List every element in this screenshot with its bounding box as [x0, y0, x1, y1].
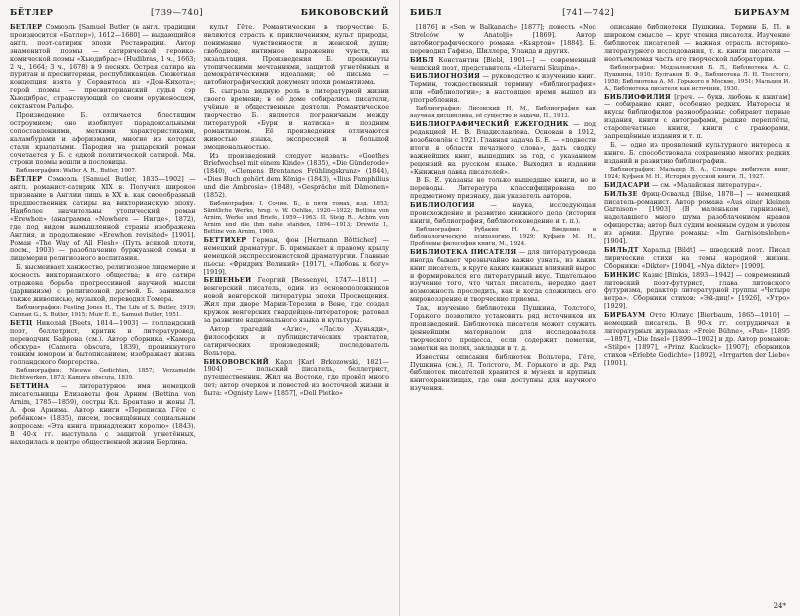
dictionary-entry [204, 277, 390, 324]
dictionary-entry [410, 249, 596, 304]
entry-headword: БИБЛИОГНОЗИЯ [410, 72, 481, 81]
entry-text: Сэмюэль [Samuel Butler (в англ. традиции произносится «Батлер»), 1612—1680] — выдающийся англ. поэт-сатирик эпохи Реставрации. Автор знаменитой поэмы — сатирической героико-комической поэмы «Хьюдибрас» (Hudibras, 1 ч., 1663; 2 ч., 1664; 3 ч., 1678) в 9 песнях. Острая сатира на пуритан и пресвитериан, республиканцев. Сюжетная концепция взята у Сервантеса из «Дон-Кихота»; герой поэмы — пресвитерианский судья сэр Хьюдибрас, странствующий со своим оруженосцем, сектантом Ральфо. [10, 24, 196, 111]
dictionary-entry [10, 176, 196, 263]
column-2 [604, 24, 790, 614]
entry-headword: БИБЛИОЛОГИЯ [410, 201, 475, 210]
entry-headword: БЁТЛЕР [10, 175, 43, 184]
dictionary-entry [604, 182, 790, 190]
body-paragraph: Известны описания библиотек Вольтера, Гёте, Пушкина (см.), Л. Толстого, М. Горького и др. Ряд библиотек писателей хранится в музеях и крупных книгохранилищах, где они доступны для научного изучения. [410, 352, 596, 393]
right-page [400, 0, 800, 616]
page-header [10, 8, 389, 20]
dictionary-entry [604, 272, 790, 312]
entry-headword: БЕТТИХЕР [203, 235, 247, 244]
dictionary-entry [204, 237, 390, 277]
entry-headword: БИБЛИОГРАФИЧЕСКИЙ ЕЖЕГОДНИК [410, 120, 569, 129]
dictionary-entry [10, 320, 196, 367]
body-paragraph: Б. — одно из проявлений культурного интереса к книге. Б. способствовала сохранению многих редких изданий и развитию библиографии. [604, 140, 790, 165]
header-left-word: БЁТЛЕР [10, 8, 54, 18]
dictionary-entry [604, 312, 790, 367]
body-paragraph: Так, изучение библиотеки Пушкина, Толстого, Горького позволило установить ряд источников их произведений. Библиотека писателя может служить ценнейшим материалом для исследователя творческого процесса, если содержит пометки, заметки на полях, закладки и т. д. [410, 304, 596, 352]
body-paragraph: Б. высмеивает ханжество, религиозное лицемерие и косность викторианского общества; в его сатире отражена борьба прогрессивной научной мысли (дарвинизм) с религиозной догмой. Б. занимался также живописью, музыкой, переводил Гомера. [10, 263, 196, 303]
entry-headword: БИЛЬЗЕ [604, 189, 638, 198]
header-right-word: БИРБАУМ [734, 8, 790, 18]
dictionary-entry [410, 57, 596, 73]
body-paragraph: культ Гёте. Романтические в творчестве Б. являются страсть к приключениям, культ природы, понимание чувственности и женской души; свободное, интимное выражение чувств, их экзальтация. Произведения Б. проникнуты утопическими мечтаниями, защитой угнетённых и демократическими идеалами; её письма — автобиографический документ эпохи романтизма. [203, 24, 389, 87]
dictionary-entry [604, 191, 790, 246]
entry-text: Фриц-Освальд [Bilse, 1878—] — немецкий писатель-романист. Автор романа «Aus einer kleinen Garnison» [1903] (В маленьком гарнизоне), наделавшего много шума разоблачением нравов офицерства; автор был судим военным судом и уволен из армии. Другие романы: «Im Garnisonsleben» [1904]. [604, 189, 790, 246]
bibliography-note: Библиография: Nieuwe Gedichten, 1857; Verzamelde Dichtwerken, 1873; Kamera obscura, 1839. [10, 368, 196, 382]
entry-text: — см. «Малайская литература». [649, 180, 762, 189]
dictionary-entry [10, 383, 196, 446]
bibliography-note: Библиография: Мальцер В. А., Словарь любителя книг, 1924; Куфаев М. Н., История русской книги, Л., 1927. [604, 166, 790, 180]
body-paragraph: Из произведений следует назвать: «Goethes Briefwechsel mit einem Kinde» (1835), «Die Günderode» (1840), «Clemens Brentanos Frühlingskranz» (1844), «Dies Buch gehört dem König» (1843), «Ilius Pamphilius und die Ambrosia» (1848), «Gespräche mit Dämonen» (1852). [203, 151, 389, 200]
page-header [410, 8, 790, 20]
entry-text: Константин [Biebl, 1901—] — современный чешский поэт, представитель «Literarni Skupina». [410, 55, 596, 72]
entry-headword: БЁТЛЕР [10, 24, 43, 31]
entry-headword: БЕТТИНА [10, 382, 50, 391]
entry-text: Николай [Beets, 1814—1903] — голландский поэт, беллетрист, критик и литературовед, переводчик Байрона (см.). Автор сборника «Камера обскура» (Camera obscura, 1839), проникнутого тонким юмором и бытописанием; изображает жизнь голландского бюргерства. [10, 318, 196, 367]
entry-text: Герман, фон [Hermann Bötticher] — немецкий драматург. Б. примыкает к правому крылу немецкой экспрессионистской драматургии. Главные пьесы: «Фридрих Великий» [1917], «Любовь к богу» [1919]. [203, 235, 389, 276]
entry-headword: БЕТЦ [10, 318, 33, 327]
bibliography-note: Библиография: Festing Jones H., The Life of S. Butler, 1919; Cannan G., S. Butler, 1915; Muir E. E., Samuel Butler, 1951. [10, 304, 196, 318]
entry-text: — литературное имя немецкой писательницы Елизаветы фон Арним (Bettina von Arnim, 1785—1859), сестры Кл. Брентано и жены Л. А. фон Арнима. Автор книги «Переписка Гёте с ребёнком» (1835), писем, посвящённых социальным вопросам: «Эта книга принадлежит королю» (1843). В 40-х гг. выступала с защитой угнетённых, находилась в центре общественной жизни Берлина. [10, 382, 196, 446]
entry-text: — руководство к изучению книг. Термин, тождественный термину «библиография» или «библиологии»; в настоящее время вышел из употребления. [410, 72, 596, 105]
entry-text: Карл [Karl Brkozowski, 1821—1904] — польский писатель, беллетрист, путешественник. Жил на Востоке, где провёл много лет; автор очерков и повестей из восточной жизни и быта: «Ognisty Lew» [1857], «Dell Pietko» [203, 357, 389, 398]
dictionary-entry [410, 73, 596, 105]
entry-text: Казис [Binkis, 1893—1942] — современный литовский поэт-футурист, глава литовского футуризма, редактор литературной группы «Четыре ветра». Сборники стихов: «Эй-диц!» [1926], «Утро» [1929]. [604, 270, 790, 311]
entry-headword: БИНКИС [604, 270, 641, 279]
entry-text: Георгий [Bessenyei, 1747—1811] — венгерский писатель, один из основоположников новой венгерской литературы эпохи Просвещения. Жил при дворе Марии-Терезии в Вене, где создал кружок венгерских гвардейцев-литераторов; ратовал за развитие национального языка и культуры. [203, 276, 389, 324]
dictionary-entry [604, 94, 790, 141]
entry-text: Отто Юлиус [Bierbaum, 1865—1910] — немецкий писатель. В 90-х гг. сотрудничал в литературных журналах: «Freie Bühne», «Pan» [1895—1897], «Die Insel» [1899—1902] и др. Автор романов: «Stilpe» [1897], «Prinz Kuckuck» [1907]; сборников стихов «Erlebte Gedichte» [1892], «Irrgarten der Liebe» [1901]. [604, 311, 790, 367]
header-right-word: БИКОВОВСКИЙ [300, 8, 389, 18]
entry-headword: БЕШЕНЬЕИ [203, 276, 252, 285]
dictionary-entry [604, 247, 790, 271]
dictionary-entry [204, 359, 390, 399]
column-2 [204, 24, 390, 614]
entry-headword: БИКОВОВСКИЙ [203, 357, 270, 366]
bibliography-note: Библиография: Рубакин Н. А., Введение в библиологическую психологию, 1929; Куфаев М. Н., Проблемы философии книги, М., 1924. [410, 226, 596, 247]
bibliography-note: Библиография: Waller A. R., Butler, 1907. [16, 168, 137, 175]
entry-text: — под редакцией И. В. Владиславлева. Основан в 1912, возобновлён с 1921. Главная задача Б. Е. — «подвести итоги в области печатного слова», дать сводку важнейших книг, вышедших за год, с указанием рецензий на русском языке. Выходил в издании «Книжная лавка писателей». [410, 120, 596, 176]
body-paragraph: [1876] и «Sen w Balkanach» [1877]; повесть «Noc Strelców w Anatolji» [1869]. Автор автобиографического романа «Кьяртон» [1884]. Б. переводил Гафиза, Шиллера, Уланда и других. [410, 24, 596, 55]
body-paragraph: описание библиотеки Пушкина. Термин Б. П. в широком смысле — круг чтения писателя. Изучение библиотек писателей — важная отрасль историко-литературного исследования, т. к. книги писателя — неотъемлемая часть его творческой лаборатории. [604, 24, 790, 63]
columns [10, 24, 389, 614]
entry-text: — для литературоведа иногда бывает чрезвычайно важно узнать, из каких книг писатель, в круге каких книжных влияний вырос и формировался его литературный вкус. Тщательное изучение того, что читал писатель, нередко дает возможность проследить, как и когда сложились его мировоззрение и творческие приемы. [410, 247, 596, 304]
column-1 [410, 24, 596, 614]
bibliography-note: Библиография: Модзалевский Б. Л., Библиотека А. С. Пушкина, 1910; Булгаков В. Ф., Библиотека Л. Н. Толстого, 1958; Библиотека А. М. Горького в Москве, 1951; Мальцев И. А., Библиотека писателя как источник, 1930. [604, 64, 790, 92]
entry-text: Сэмюэль [Samuel Butler, 1835—1902] — англ. романист-сатирик XIX в. Получил широкое признание в Англии лишь в XX в. как своеобразный предшественник сатиры на викторианскую эпоху. Наиболее значительны утопический роман «Erewhon» (анаграмма «Nowhere — Нигде», 1872), где под видом вымышленной страны изображена Англия, и продолжение «Erewhon revisited» [1901]. Роман «The Way of All Flesh» (Путь всякой плоти, посм., 1903) — разоблачение буржуазной семьи и лицемерия религиозного воспитания. [10, 175, 196, 263]
entry-headword: БИБЛИОФИЛИЯ [604, 92, 671, 101]
header-column-numbers: [741—742] [562, 8, 615, 18]
signature-mark: 24* [773, 602, 786, 610]
columns [410, 24, 790, 614]
entry-text: Харальд [Bildt] — шведский поэт. Писал лирические стихи на темы народной жизни. Сборники: «Dikter» [1904], «Nya dikter» [1909]. [604, 245, 790, 270]
entry-headword: БИРБАУМ [604, 311, 646, 320]
entry-text: [греч. — букв. любовь к книгам] — собирание книг, особенно редких. Интересы и вкусы библиофилов разнообразны: собирают первые издания, книги с автографами, редкие переплёты, старопечатные книги, книги с гравюрами, запрещённые издания и т. п. [604, 92, 790, 141]
column-1 [10, 24, 196, 614]
dictionary-entry [410, 121, 596, 176]
bibliography-note: Библиография: Лисовский Н. М., Библиография как научная дисциплина, её существо и задачи, П., 1913. [410, 106, 596, 120]
body-paragraph: Б. сыграла видную роль в литературной жизни своего времени; в её доме собирались писатели, учёные и общественные деятели. Романтическое творчество Б. является пограничным между литературой «Бури и натиска» и поздним романтизмом. Её произведения отличаются живостью языка, экспрессией и большой эмоциональностью. [203, 87, 389, 151]
body-paragraph: Произведение Б. отличается блестящим остроумием; оно изобилует парадоксальными сопоставлениями, меткими характеристиками, каламбурами и афоризмами, многие из которых стали крылатыми. Пародия на рыцарский роман сочетается у Б. с едкой политической сатирой. Мн. строки поэмы вошли в пословицы. [10, 110, 196, 167]
dictionary-entry [410, 202, 596, 226]
entry-headword: БИДАСАРИ [604, 180, 650, 189]
entry-headword: БИЛЬДТ [604, 245, 639, 254]
bibliography-note: Библиография: I. Сочин. Б., в пяти томах, изд. 1853; Sämtliche Werke, hrsg. v. W. Oehlke, 1920—1922; Bettina von Arnim, Werke und Briefe, 1959—1963. II. Steig R., Achim von Arnim und die ihm nahe standen, 1894—1913; Drewitz I., Bettine von Arnim, 1969. [203, 200, 389, 235]
dictionary-entry [10, 24, 196, 111]
body-paragraph: В Б. Е. указаны не только вышедшие книги, но и переводы. Литература классифицирована по предметному признаку, дан указатель авторов. [410, 176, 596, 201]
header-column-numbers: [739—740] [151, 8, 204, 18]
body-paragraph: Автор трагедий «Агис», «Ласло Хуньяди», философских и публицистических трактатов, сатирических произведений; последователь Вольтера. [203, 324, 389, 357]
entry-headword: БИБЛ [410, 55, 434, 64]
header-left-word: БИБЛ [410, 8, 443, 18]
entry-text: — наука, исследующая происхождение и развитие книжного дела (история книги, библиография, библиотековедение и т. п.). [410, 201, 596, 225]
entry-headword: БИБЛИОТЕКА ПИСАТЕЛЯ [410, 247, 517, 256]
